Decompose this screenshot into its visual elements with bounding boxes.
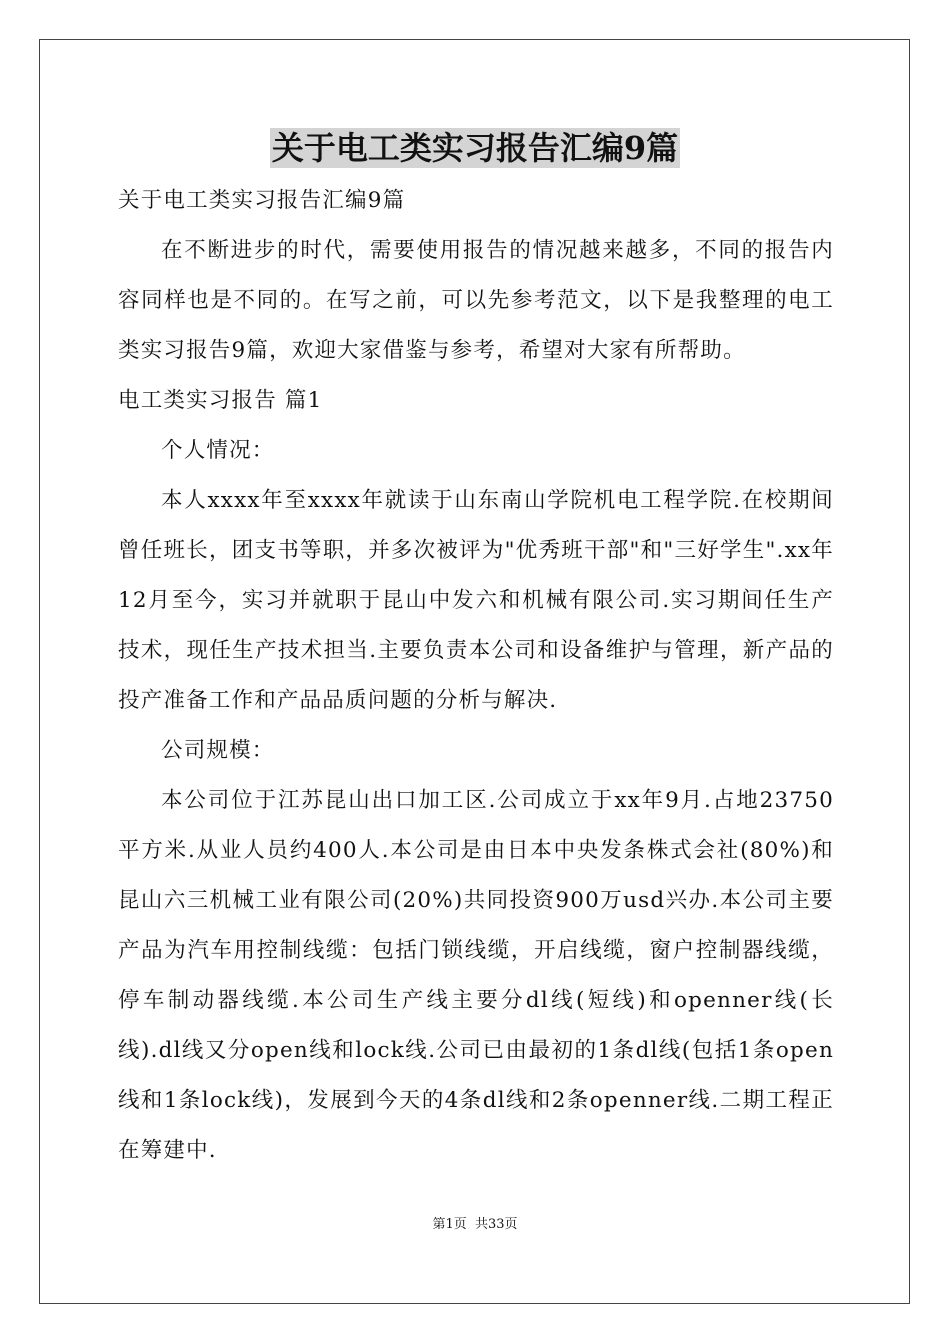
page-number: 第1页 bbox=[432, 1217, 467, 1232]
paragraph-subtitle: 关于电工类实习报告汇编9篇 bbox=[118, 188, 406, 213]
paragraph-company: 本公司位于江苏昆山出口加工区.公司成立于xx年9月.占地23750平方米.从业人员约400人.本公司是由日本中央发条株式会社(80%)和昆山六三机械工业有限公司(20%)共同投资900万usd兴办.本公司主要产品为汽车用控制线缆：包括门锁线缆，开启线缆，窗户控制器线缆，停车制动器线缆.本公司生产线主要分dl线(短线)和openner线(长线).dl线又分open线和lock线.公司已由最初的1条dl线(包括1条open线和1条lock线)，发展到今天的4条dl线和2条openner线.二期工程正在筹建中. bbox=[118, 788, 834, 1163]
subheading-personal: 个人情况： bbox=[161, 438, 275, 463]
title-wrap bbox=[0, 128, 950, 168]
document-body bbox=[118, 176, 834, 1176]
paragraph-personal: 本人xxxx年至xxxx年就读于山东南山学院机电工程学院.在校期间曾任班长，团支书等职，并多次被评为"优秀班干部"和"三好学生".xx年12月至今，实习并就职于昆山中发六和机械有限公司.实习期间任生产技术，现任生产技术担当.主要负责本公司和设备维护与管理，新产品的投产准备工作和产品品质问题的分析与解决. bbox=[118, 488, 834, 713]
page-total: 共33页 bbox=[474, 1217, 518, 1232]
page-footer bbox=[0, 1216, 950, 1234]
section-heading: 电工类实习报告 篇1 bbox=[118, 388, 323, 413]
paragraph-intro: 在不断进步的时代，需要使用报告的情况越来越多，不同的报告内容同样也是不同的。在写之前，可以先参考范文，以下是我整理的电工类实习报告9篇，欢迎大家借鉴与参考，希望对大家有所帮助。 bbox=[118, 238, 834, 363]
document-title: 关于电工类实习报告汇编9篇 bbox=[271, 129, 679, 167]
subheading-company: 公司规模： bbox=[161, 738, 275, 763]
